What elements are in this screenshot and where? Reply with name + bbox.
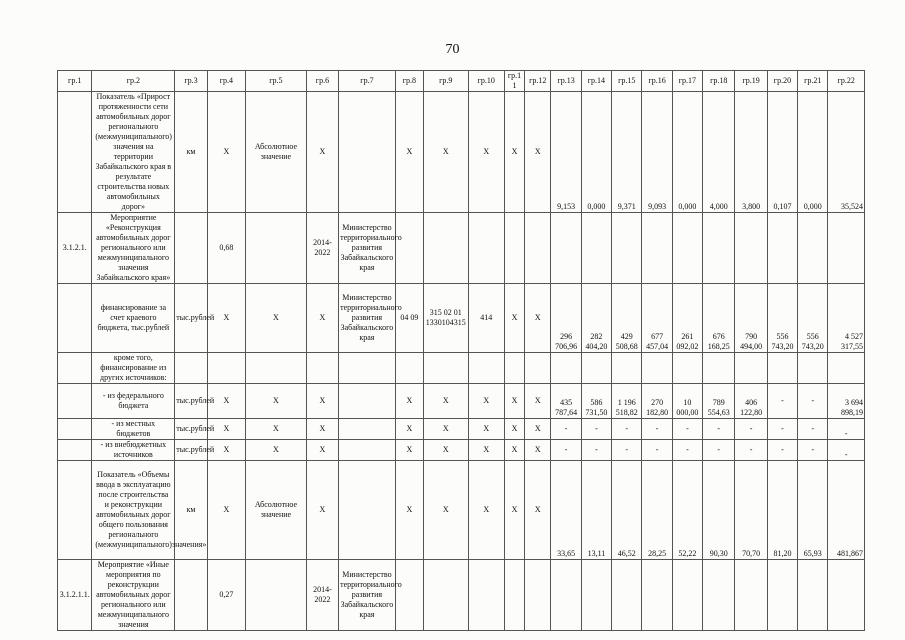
table-cell: 4,000 <box>703 92 735 213</box>
table-cell: 3.1.2.1.1. <box>58 560 92 631</box>
table-cell: Показатель «Прирост протяженности сети автомобильных дорог регионального (межмуниципального) значения на территории Забайкальского края в результате строительства новых автомобильных дорог» <box>92 92 175 213</box>
table-row <box>58 213 865 284</box>
header-cell: гр.5 <box>246 71 307 92</box>
table-cell: - <box>581 440 611 461</box>
header-cell: гр.10 <box>468 71 504 92</box>
table-cell: 296 706,96 <box>551 284 581 353</box>
header-row <box>58 71 865 92</box>
table-cell: - <box>798 419 828 440</box>
table-cell: финансирование за счет краевого бюджета, тыс.рублей <box>92 284 175 353</box>
table-cell <box>642 353 672 384</box>
table-cell: 46,52 <box>612 461 642 560</box>
table-row <box>58 560 865 631</box>
table-cell: X <box>207 284 245 353</box>
header-cell: гр.16 <box>642 71 672 92</box>
table-cell: X <box>504 384 524 419</box>
table-cell: 270 182,80 <box>642 384 672 419</box>
table-cell: 315 02 01 1330104315 <box>424 284 468 353</box>
table-cell: Министерство территориального развития Забайкальского края <box>339 560 396 631</box>
table-cell <box>703 213 735 284</box>
table-cell <box>703 353 735 384</box>
table-cell: X <box>468 419 504 440</box>
table-cell: тыс.рублей <box>175 284 207 353</box>
table-row <box>58 440 865 461</box>
header-cell: гр.13 <box>551 71 581 92</box>
table-cell <box>468 213 504 284</box>
table-cell <box>735 213 767 284</box>
table-cell: - <box>672 440 702 461</box>
table-cell: X <box>306 92 338 213</box>
header-cell: гр.15 <box>612 71 642 92</box>
table-cell: 35,524 <box>828 92 865 213</box>
table-cell: X <box>504 419 524 440</box>
table-cell: X <box>525 461 551 560</box>
table-cell: тыс.рублей <box>175 440 207 461</box>
table-cell <box>339 353 396 384</box>
table-cell <box>551 353 581 384</box>
table-cell: 33,65 <box>551 461 581 560</box>
table-cell <box>581 560 611 631</box>
table-cell: X <box>207 461 245 560</box>
table-cell <box>798 353 828 384</box>
table-row <box>58 284 865 353</box>
header-cell: гр.9 <box>424 71 468 92</box>
table-cell <box>703 560 735 631</box>
header-cell: гр.21 <box>798 71 828 92</box>
table-cell <box>246 213 307 284</box>
table-cell: - <box>767 419 797 440</box>
table-cell <box>424 560 468 631</box>
header-cell: гр.22 <box>828 71 865 92</box>
table-cell <box>672 560 702 631</box>
table-cell: - <box>551 440 581 461</box>
table-cell: 0,000 <box>798 92 828 213</box>
table-cell <box>58 440 92 461</box>
table-cell: X <box>207 384 245 419</box>
table-cell: Абсолютное значение <box>246 461 307 560</box>
table-cell: 10 000,00 <box>672 384 702 419</box>
table-cell: - <box>703 440 735 461</box>
table-cell: 429 508,68 <box>612 284 642 353</box>
table-cell <box>798 560 828 631</box>
table-cell: 9,093 <box>642 92 672 213</box>
table-cell: 0,68 <box>207 213 245 284</box>
table-cell: X <box>468 461 504 560</box>
table-cell <box>339 440 396 461</box>
table-cell: 28,25 <box>642 461 672 560</box>
table-cell <box>424 213 468 284</box>
table-cell <box>504 353 524 384</box>
table-cell: - <box>767 384 797 419</box>
header-cell: гр.19 <box>735 71 767 92</box>
table-cell: - <box>581 419 611 440</box>
table-cell <box>612 353 642 384</box>
table-cell: 04 09 <box>395 284 423 353</box>
table-cell: 3.1.2.1. <box>58 213 92 284</box>
table-cell <box>551 213 581 284</box>
table-cell: 556 743,20 <box>798 284 828 353</box>
table-cell: - <box>798 440 828 461</box>
table-cell: X <box>525 92 551 213</box>
table-cell: X <box>207 419 245 440</box>
table-cell <box>468 560 504 631</box>
table-cell: 414 <box>468 284 504 353</box>
table-cell: X <box>468 92 504 213</box>
table-cell: - <box>612 440 642 461</box>
table-cell <box>58 384 92 419</box>
table-cell: 0,107 <box>767 92 797 213</box>
table-cell: Абсолютное значение <box>246 92 307 213</box>
table-cell: X <box>395 461 423 560</box>
table-cell <box>339 419 396 440</box>
table-cell: 790 494,00 <box>735 284 767 353</box>
table-cell <box>642 213 672 284</box>
table-cell <box>246 560 307 631</box>
table-cell: 1 196 518,82 <box>612 384 642 419</box>
table-cell <box>581 213 611 284</box>
table-cell: 2014-2022 <box>306 560 338 631</box>
table-cell: 3,800 <box>735 92 767 213</box>
table-cell: X <box>395 440 423 461</box>
header-cell: гр.12 <box>525 71 551 92</box>
table-cell <box>339 461 396 560</box>
table-cell <box>395 213 423 284</box>
header-cell: гр.1 <box>58 71 92 92</box>
table-cell <box>798 213 828 284</box>
table-cell: - из федерального бюджета <box>92 384 175 419</box>
table-cell <box>735 353 767 384</box>
table-cell: 90,30 <box>703 461 735 560</box>
table-cell: 81,20 <box>767 461 797 560</box>
table-cell: Министерство территориального развития Забайкальского края <box>339 284 396 353</box>
table-cell: 70,70 <box>735 461 767 560</box>
table-cell: X <box>395 92 423 213</box>
table-cell <box>525 560 551 631</box>
table-cell: - <box>551 419 581 440</box>
table-cell: X <box>468 440 504 461</box>
data-table <box>57 70 865 631</box>
table-cell <box>246 353 307 384</box>
table-cell <box>395 560 423 631</box>
table-cell <box>175 560 207 631</box>
table-cell <box>525 353 551 384</box>
table-cell <box>828 353 865 384</box>
table-cell <box>58 419 92 440</box>
table-cell: - <box>642 419 672 440</box>
table-row <box>58 461 865 560</box>
table-cell <box>551 560 581 631</box>
table-cell: X <box>424 440 468 461</box>
table-cell: - <box>612 419 642 440</box>
table-cell <box>58 284 92 353</box>
table-cell <box>504 560 524 631</box>
table-cell <box>175 213 207 284</box>
table-cell <box>306 353 338 384</box>
table-cell <box>58 92 92 213</box>
table-cell <box>207 353 245 384</box>
table-cell: - <box>798 384 828 419</box>
table-cell: X <box>424 461 468 560</box>
table-cell: X <box>504 284 524 353</box>
table-cell <box>339 92 396 213</box>
table-cell <box>58 353 92 384</box>
table-cell: X <box>246 284 307 353</box>
header-cell: гр.8 <box>395 71 423 92</box>
table-cell: 9,153 <box>551 92 581 213</box>
table-cell: X <box>395 419 423 440</box>
table-cell: - <box>735 419 767 440</box>
table-cell <box>395 353 423 384</box>
table-cell: 586 731,50 <box>581 384 611 419</box>
table-cell: X <box>246 440 307 461</box>
header-cell: гр.18 <box>703 71 735 92</box>
table-cell: 0,27 <box>207 560 245 631</box>
header-cell: гр.17 <box>672 71 702 92</box>
header-cell: гр.2 <box>92 71 175 92</box>
table-cell: X <box>424 92 468 213</box>
table-cell: X <box>207 92 245 213</box>
table-cell: X <box>306 284 338 353</box>
table-cell: 0,000 <box>581 92 611 213</box>
table-cell: 0,000 <box>672 92 702 213</box>
table-row <box>58 92 865 213</box>
table-cell <box>504 213 524 284</box>
table-cell: 677 457,04 <box>642 284 672 353</box>
table-cell <box>612 213 642 284</box>
header-cell: гр.7 <box>339 71 396 92</box>
table-cell: - из внебюджетных источников <box>92 440 175 461</box>
table-cell: Мероприятие «Иные мероприятия по реконструкции автомобильных дорог регионального или межмуниципального значения <box>92 560 175 631</box>
table-cell: 481,867 <box>828 461 865 560</box>
table-cell: км <box>175 461 207 560</box>
table-cell: - <box>828 419 865 440</box>
table-cell: 435 787,64 <box>551 384 581 419</box>
table-cell <box>735 560 767 631</box>
table-row <box>58 384 865 419</box>
table-cell: X <box>306 419 338 440</box>
table-cell: - <box>642 440 672 461</box>
table-cell <box>424 353 468 384</box>
table-cell: 789 554,63 <box>703 384 735 419</box>
table-cell: X <box>306 384 338 419</box>
table-cell <box>468 353 504 384</box>
table-row <box>58 353 865 384</box>
table-cell: X <box>246 419 307 440</box>
table-cell: X <box>525 384 551 419</box>
table-cell: 2014-2022 <box>306 213 338 284</box>
table-cell <box>612 560 642 631</box>
page-number: 70 <box>445 42 460 57</box>
table-row <box>58 419 865 440</box>
table-cell: Мероприятие «Реконструкция автомобильных дорог регионального или межмуниципального значения Забайкальского края» <box>92 213 175 284</box>
table-cell <box>672 353 702 384</box>
table-cell: X <box>424 419 468 440</box>
table-cell <box>672 213 702 284</box>
table-cell: - <box>672 419 702 440</box>
table-cell <box>175 353 207 384</box>
table-cell: - <box>767 440 797 461</box>
table-cell <box>339 384 396 419</box>
table-cell: X <box>424 384 468 419</box>
table-cell: X <box>207 440 245 461</box>
table-cell: Показатель «Объемы ввода в эксплуатацию после строительства и реконструкции автомобильных дорог общего пользования регионального (межмуниципального)значения» <box>92 461 175 560</box>
header-cell: гр.20 <box>767 71 797 92</box>
table-cell: X <box>306 440 338 461</box>
table-cell <box>767 560 797 631</box>
table-cell: - <box>828 440 865 461</box>
table-cell: кроме того, финансирование из других источников: <box>92 353 175 384</box>
table-cell: X <box>395 384 423 419</box>
table-cell <box>828 213 865 284</box>
table-cell: X <box>306 461 338 560</box>
header-cell: гр.4 <box>207 71 245 92</box>
table-cell: км <box>175 92 207 213</box>
table-cell <box>581 353 611 384</box>
table-cell: 282 404,20 <box>581 284 611 353</box>
table-cell <box>525 213 551 284</box>
table-cell <box>642 560 672 631</box>
header-cell: гр.14 <box>581 71 611 92</box>
table-cell: X <box>525 419 551 440</box>
table-cell: - <box>703 419 735 440</box>
table-cell: - <box>735 440 767 461</box>
table-cell: X <box>246 384 307 419</box>
header-cell: гр.1 1 <box>504 71 524 92</box>
header-cell: гр.6 <box>306 71 338 92</box>
table-cell: X <box>504 461 524 560</box>
table-cell: X <box>525 440 551 461</box>
table-cell: 4 527 317,55 <box>828 284 865 353</box>
header-cell: гр.3 <box>175 71 207 92</box>
table-cell: тыс.рублей <box>175 419 207 440</box>
table-cell: X <box>468 384 504 419</box>
table-cell: 52,22 <box>672 461 702 560</box>
table-cell: 261 092,02 <box>672 284 702 353</box>
table-cell: 13,11 <box>581 461 611 560</box>
table-cell: - из местных бюджетов <box>92 419 175 440</box>
table-cell: Министерство территориального развития Забайкальского края <box>339 213 396 284</box>
table-cell: 676 168,25 <box>703 284 735 353</box>
table-cell: 9,371 <box>612 92 642 213</box>
table-cell: 3 694 898,19 <box>828 384 865 419</box>
table-cell <box>828 560 865 631</box>
table-cell: X <box>504 92 524 213</box>
table-cell: 406 122,80 <box>735 384 767 419</box>
table-cell <box>767 213 797 284</box>
table-cell: тыс.рублей <box>175 384 207 419</box>
table-cell: X <box>525 284 551 353</box>
table-cell: 556 743,20 <box>767 284 797 353</box>
table-cell <box>58 461 92 560</box>
table-cell: 65,93 <box>798 461 828 560</box>
table-cell: X <box>504 440 524 461</box>
table-cell <box>767 353 797 384</box>
